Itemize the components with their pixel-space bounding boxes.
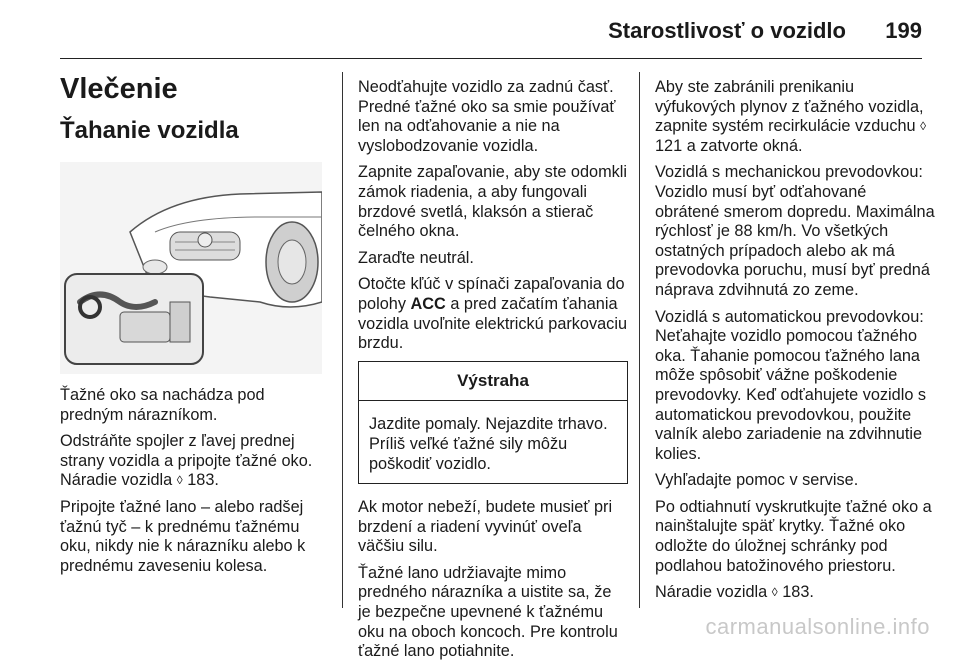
paragraph: Ťažné lano udržiavajte mimo predného nárazníka a uistite sa, že je bezpečne upevnené k ťažnému oku na oboch koncoch. Pre kontrolu ťažné lano potiahnite. bbox=[358, 563, 618, 661]
paragraph: Vozidlá s automatickou prevodovkou: Neťahajte vozidlo pomocou ťažného oka. Ťahanie pomocou ťažného lana môže spôsobiť vážne poškodenie prevodovky. Keď odťahujete vozidlo s automatickou prevodovkou, použite valník alebo zariadenie na zdvihnutie kolies. bbox=[655, 307, 927, 463]
paragraph: Aby ste zabránili prenikaniu výfukových plynov z ťažného vozidla, zapnite systém recirkulácie vzduchu ◊ 121 a zatvorte okná. bbox=[655, 78, 927, 155]
page-ref-icon: ◊ bbox=[176, 473, 183, 488]
page-header bbox=[60, 14, 922, 48]
page-ref-icon: ◊ bbox=[771, 585, 778, 600]
column-middle bbox=[358, 78, 628, 669]
warning-title: Výstraha bbox=[359, 362, 627, 402]
towing-eye-illustration bbox=[60, 162, 322, 374]
paragraph: Otočte kľúč v spínači zapaľovania do polohy ACC a pred začatím ťahania vozidla uvoľnite elektrickú parkovaciu brzdu. bbox=[358, 275, 627, 353]
page-number: 199 bbox=[885, 18, 922, 43]
header-rule bbox=[60, 58, 922, 59]
paragraph: Ťažné oko sa nachádza pod predným nárazníkom. bbox=[60, 386, 265, 424]
paragraph: Po odtiahnutí vyskrutkujte ťažné oko a nainštalujte späť krytky. Ťažné oko odložte do úložnej schránky pod podlahou batožinového priestoru. bbox=[655, 497, 932, 575]
page-ref-icon: ◊ bbox=[920, 119, 927, 134]
paragraph: Ak motor nebeží, budete musieť pri brzdení a riadení vyvinúť oveľa väčšiu silu. bbox=[358, 498, 613, 556]
paragraph: Vyhľadajte pomoc v servise. bbox=[655, 471, 859, 490]
paragraph: Odstráňte spojler z ľavej prednej strany vozidla a pripojte ťažné oko. Náradie vozidla ◊ 183. bbox=[60, 432, 313, 490]
section-heading: Ťahanie vozidla bbox=[60, 117, 239, 144]
column-right bbox=[655, 78, 935, 610]
section-title: Starostlivosť o vozidlo bbox=[608, 18, 846, 43]
acc-position: ACC bbox=[410, 294, 446, 313]
paragraph: Vozidlá s mechanickou prevodovkou: Vozidlo musí byť odťahované obrátené smerom dopredu. Maximálna rýchlosť je 88 km/h. Vo všetkých ostatných prípadoch alebo ak má prevodovka poruchu, musí byť predná náprava zdvihnutá zo zeme. bbox=[655, 163, 935, 299]
watermark: carmanualsonline.info bbox=[705, 614, 930, 639]
paragraph: Pripojte ťažné lano – alebo radšej ťažnú tyč – k prednému ťažnému oku, nikdy nie k nárazníku alebo k prednému zaveseniu kolesa. bbox=[60, 497, 306, 575]
paragraph: Zaraďte neutrál. bbox=[358, 248, 474, 267]
warning-box bbox=[358, 361, 628, 484]
paragraph: Neodťahujte vozidlo za zadnú časť. Predné ťažné oko sa smie používať len na odťahovanie a nie na vyslobodzovanie vozidla. bbox=[358, 78, 616, 155]
chapter-heading: Vlečenie bbox=[60, 73, 178, 105]
column-left bbox=[60, 72, 328, 583]
paragraph: Zapnite zapaľovanie, aby ste odomkli zámok riadenia, a aby fungovali brzdové svetlá, klaksón a stierač čelného okna. bbox=[358, 163, 628, 241]
car-front-drawing bbox=[60, 162, 322, 374]
column-divider bbox=[639, 72, 640, 608]
column-divider bbox=[342, 72, 343, 608]
paragraph: Náradie vozidla ◊ 183. bbox=[655, 583, 814, 602]
warning-text: Jazdite pomaly. Nejazdite trhavo. Príliš veľké ťažné sily môžu poškodiť vozidlo. bbox=[369, 415, 608, 473]
